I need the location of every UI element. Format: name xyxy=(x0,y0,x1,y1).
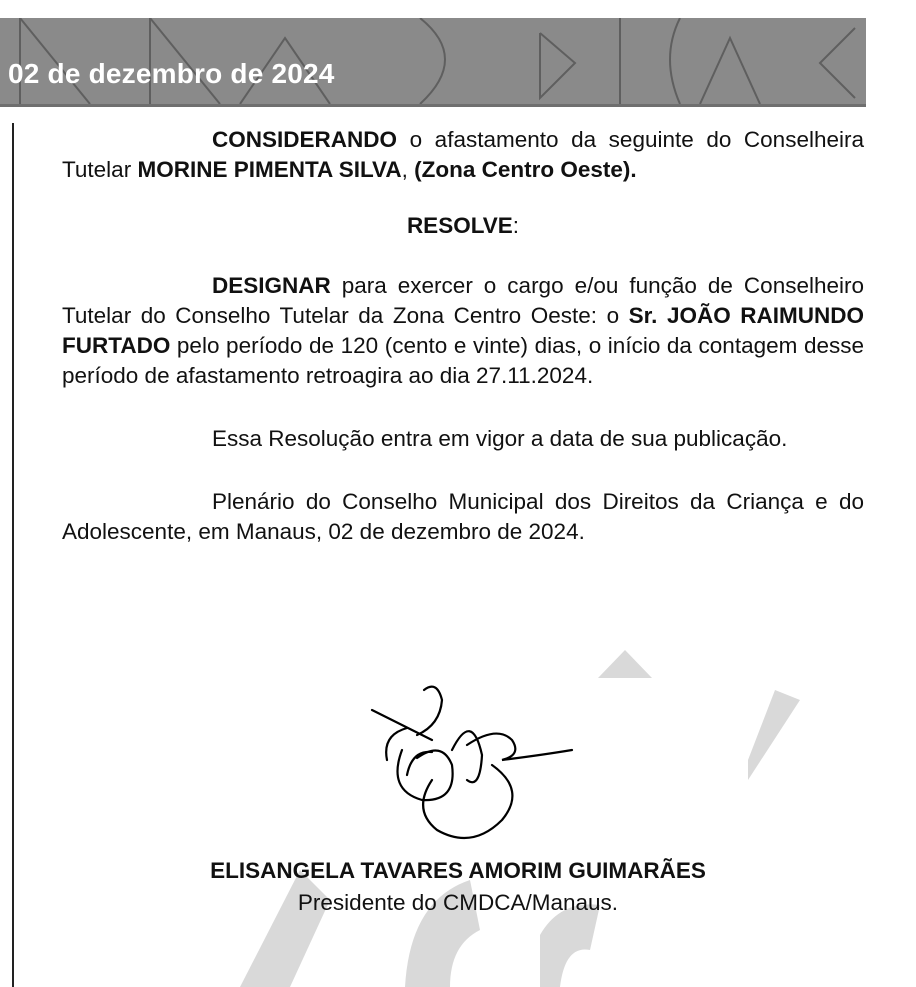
lead-considerando: CONSIDERANDO xyxy=(212,127,398,152)
lead-designar: DESIGNAR xyxy=(212,273,331,298)
p1-text2: , xyxy=(401,157,415,182)
paragraph-plenario: Plenário do Conselho Municipal dos Direitos da Criança e do Adolescente, em Manaus, 02 de dezembro de 2024. xyxy=(62,489,864,544)
signer-role: Presidente do CMDCA/Manaus. xyxy=(297,890,619,915)
signer-name: ELISANGELA TAVARES AMORIM GUIMARÃES xyxy=(210,858,706,883)
p2-text1: para exercer o cargo e/ou função de Conselheiro Tutelar do Conselho Tutelar da Zona Centro Oeste: o xyxy=(62,273,864,328)
paragraph-designar xyxy=(62,271,864,391)
zone-label: (Zona Centro Oeste). xyxy=(414,157,637,182)
signature-image xyxy=(362,680,592,850)
resolve-word: RESOLVE xyxy=(406,213,513,238)
paragraph-vigor: Essa Resolução entra em vigor a data de sua publicação. xyxy=(212,426,788,451)
designee-name: Sr. JOÃO RAIMUNDO FURTADO xyxy=(62,303,865,358)
paragraph-considerando xyxy=(62,125,864,185)
header-date: 02 de dezembro de 2024 xyxy=(8,58,335,89)
document-body xyxy=(62,125,864,547)
signer-name-row xyxy=(0,858,916,884)
counselor-name: MORINE PIMENTA SILVA xyxy=(137,157,402,182)
p2-text2: pelo período de 120 (cento e vinte) dias, o início da contagem desse período de afastamento retroagira ao dia 27.11.2024. xyxy=(62,333,864,388)
resolve-colon: : xyxy=(512,213,520,238)
p1-text1: o afastamento da seguinte do Conselheira Tutelar xyxy=(62,127,864,182)
resolve-heading xyxy=(62,211,864,241)
